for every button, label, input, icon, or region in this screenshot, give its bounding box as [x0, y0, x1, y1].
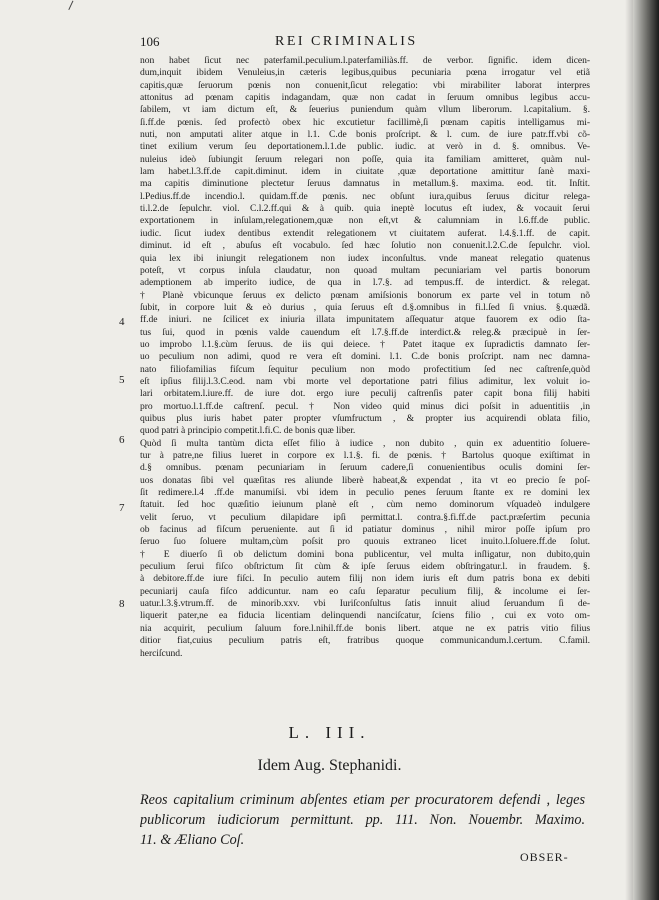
text-line: à debitore.ff.de iure fiſci. In peculio autem filij non idem iuris eſt dum patris bona ex debiti: [140, 573, 590, 585]
section-title: L. III.: [288, 723, 371, 742]
text-line: uos donatas ſibi vel quæſitas res aliunde liberè habeat,& expendat , ita vt eo precio ſe poſ-: [140, 474, 590, 486]
text-line: uo peculium non adimi, quod re vera eſt domini. l.1. C.de bonis proſcript. nam nec damna-: [140, 351, 590, 363]
text-line: nuti, non amputati aliter atque in l.1. C.de bonis proſcript. & l. cum. de iure patr.ff.vbi cõ-: [140, 129, 590, 141]
text-line: dum,inquit ibidem Venuleius,in cæteris legibus,quibus pecuniaria pœna irrogatur vel etiã: [140, 67, 590, 79]
text-line: ademptionem ab imperito iudice, de qua in l.7.§. ad tempus.ff. de interdict. & relegat.: [140, 277, 590, 289]
text-line: pro mortuo.l.1.ff.de caſtrenſ. pecul. † Non video quid minus dici poſsit in aduentitiis ,in: [140, 400, 590, 412]
main-text: [140, 55, 590, 660]
text-line: tus ſui, quod in pœnis valde cauendum eſt l.7.§.ff.de interdict.& releg.& præcipuè in ſer-: [140, 326, 590, 338]
text-line: velit ſeruo, vt peculium dilapidare ipſi permittat.l. contra.§.fi.ff.de pact.præſertim pecunia: [140, 511, 590, 523]
summary-line: 11. & Æliano Coſ.: [140, 832, 245, 848]
text-line: † Planè vbicunque ſeruus ex delicto pœnam amiſsionis bonorum ex parte vel in totum nõ: [140, 289, 590, 301]
text-line: d.§ omnibus. pœnam pecuniariam in ſeruum cadere,ſi conuenientibus oculis domini ſer-: [140, 462, 590, 474]
page-header: [140, 34, 590, 52]
text-line: ti.l.2.de ſepulchr. viol. C.l.2.ff.qui & à quib. quia ineptè locutus eſt iudex, & vocauit ſerui: [140, 203, 590, 215]
text-line: ſi.ff.de pœnis. ſed profectò obex hic excutietur facillimè,ſi pœnam capitis intelligamus mi-: [140, 116, 590, 128]
text-line: lam habet.l.3.ff.de capit.diminut. idem in ciuitate ,quæ deportatione amittitur ſanè maxi-: [140, 166, 590, 178]
text-line: quibus plus iuris habet pater propter vſumfructum , & propter ius acquirendi oblata filio,: [140, 412, 590, 424]
catchword: OBSER-: [520, 850, 569, 864]
running-head: REI CRIMINALIS: [275, 34, 418, 49]
text-line: Quòd ſi multa tantùm dicta eſſet filio à iudice , non dubito , quin ex aduentitio ſoluere-: [140, 437, 590, 449]
text-line: iudic. ſicut iudex dentibus extendit relegationem vt ciuitatem auferat. l.4.§.1.ff. de capit.: [140, 227, 590, 239]
text-line: quia lex ibi iniungit relegationem non iudex inconſultus. vnde maneat relegatio quatenus: [140, 252, 590, 264]
text-line: ſit redimere.l.4 .ff.de manumiſsi. vbi idem in peculio penes ſeruum ſtante ex re domini lex: [140, 487, 590, 499]
margin-number: 7: [119, 502, 125, 514]
text-line: nato filiofamilias fiſcum ſequitur peculium non modo profectitium ſed nec caſtrenſe,quòd: [140, 363, 590, 375]
text-line: ob facinus ad fiſcum perueniente. aut ſi id patiatur dominus , nihil miror poſſe ipſum pro: [140, 524, 590, 536]
text-line: herciſcund.: [140, 647, 183, 659]
text-line: quod patri à principio competit.l.fi.C. de bonis quæ liber.: [140, 425, 356, 437]
text-line: non habet ſicut nec paterfamil.peculium.l.paterfamiliàs.ff. de verbor. ſignific. idem dicen-: [140, 55, 590, 66]
text-line: nuleius ideò ſubiungit ſeruum relegari non poſſe, quia ita familiam amitteret, quàm nul-: [140, 153, 590, 165]
summary-paragraph: [140, 790, 585, 850]
text-line: † E diuerſo ſi ob delictum domini bona publicentur, vel multa inſligatur, non dubito,quin: [140, 548, 590, 560]
text-line: ſeruo ſuo ſoluere multam,cùm poſsit pro quouis extraneo licet inuito.l.ſoluere.ff.de ſolut.: [140, 536, 590, 548]
text-line: nia acquirit, peculium ſaluum fore.l.nihil.ff.de bonis libert. atque ne ex patris vitio filius: [140, 622, 590, 634]
text-line: uatur.l.3.§.vtrum.ff. de minorib.xxv. vbi Iuriſconſultus ſatis innuit aliud ſeruandum ſi de-: [140, 598, 590, 610]
text-line: pecuniarij cauſa fiſco addicuntur. nam eo caſu ſeparatur peculium filij, & incolume ei ſer-: [140, 585, 590, 597]
text-line: ſtatuit. ſed hoc quæſitio ieiunum planè eſt , cùm nemo dominorum vſquadeò indulgere: [140, 499, 590, 511]
text-line: diminut. id eſt , abuſus eſt vocabulo. ſed hæc ſolutio non conuenit.l.2.C.de ſepulchr. viol.: [140, 240, 590, 252]
text-line: capitis,quæ ſeruorum pœnis non conuenit,ſicut relegatio: vbi mirabiliter laborat interpres: [140, 79, 590, 91]
summary-line: Reos capitalium criminum abſentes etiam per procuratorem defendi , leges: [140, 792, 585, 808]
text-line: ff.de iniuri. ne ſcilicet ex iniuria illata impunitatem aſſequatur atque fauorem ex odio ſta-: [140, 314, 590, 326]
text-line: lari orbitatem.l.iure.ff. de iure dot. ergo iure peculij caſtrenſis pater capit bona filij habiti: [140, 388, 590, 400]
margin-number: 8: [119, 598, 125, 610]
summary-line: publicorum iudiciorum permittunt. pp. 111. Non. Nouembr. Maximo.: [140, 812, 585, 828]
section-subtitle: Idem Aug. Stephanidi.: [257, 757, 402, 774]
text-line: tur à patre,ne filius lueret in corpore ex l.1.§. fi. de pœnis. † Bartolus quoque exiſtimat in: [140, 450, 590, 461]
margin-number: 4: [119, 316, 125, 328]
text-line: attonitus ad pœnam capitis indagandam, quæ non cadat in ſeruum omnibus legibus accu-: [140, 92, 590, 104]
text-line: ſubit, in corpore luit & eò durius , quia ſeruus eſt d.§.omnibus in fi.l.ſed ſi vnius. §.quædã.: [140, 301, 590, 313]
text-line: ſabilem, vt iam dictum eſt, & ſeuerius puniendum quàm vllum liberorum. l.capitalium. §.: [140, 104, 590, 116]
text-line: peculium ſerui fiſco obſtrictum ſit cùm & ipſe ſeruus eidem obſtringatur.l. in fraudem. §.: [140, 561, 590, 573]
text-line: uo improbo l.1.§.cùm ſeruus. de iis qui deiece. † Patet itaque ex ſupradictis damnato ſer-: [140, 338, 590, 350]
text-line: liquerit pater,ne ea fiducia licentiam delinquendi nanciſcatur, ſciens filio , cui ex voto om-: [140, 610, 590, 622]
page-number: 106: [140, 34, 160, 49]
ink-mark: [68, 1, 80, 14]
text-line: tinet exilium verum ſeu deportationem.l.1.de public. iudic. at verò in d. §. omnibus. Ve-: [140, 141, 590, 153]
text-line: eſt ipſius filij.l.3.C.eod. nam vbi morte vel deportatione patri filius adimitur, lex voluit io-: [140, 375, 590, 387]
text-line: poteſt, vt corpus inſula claudatur, non quoad multam pecuniariam vel partis bonorum: [140, 264, 590, 276]
text-line: ma capitis diminutione plectetur ſeruus damnatus in metallum.§. maxima. eod. tit. Inſtit.: [140, 178, 590, 190]
margin-number: 6: [119, 434, 125, 446]
text-line: exportationem in inſulam,relegationem,quæ non eſt,vt & calumniam in l.6.ff.de public.: [140, 215, 590, 227]
text-line: ditior fiat,cuius peculium patris eſt, fratribus quoque communicandum.l.certum. C.famil.: [140, 635, 590, 647]
text-line: l.Pedius.ff.de incendio.l. quidam.ff.de pœnis. nec obſunt iura,quibus ſeruus dicitur relega-: [140, 190, 590, 202]
margin-number: 5: [119, 374, 125, 386]
